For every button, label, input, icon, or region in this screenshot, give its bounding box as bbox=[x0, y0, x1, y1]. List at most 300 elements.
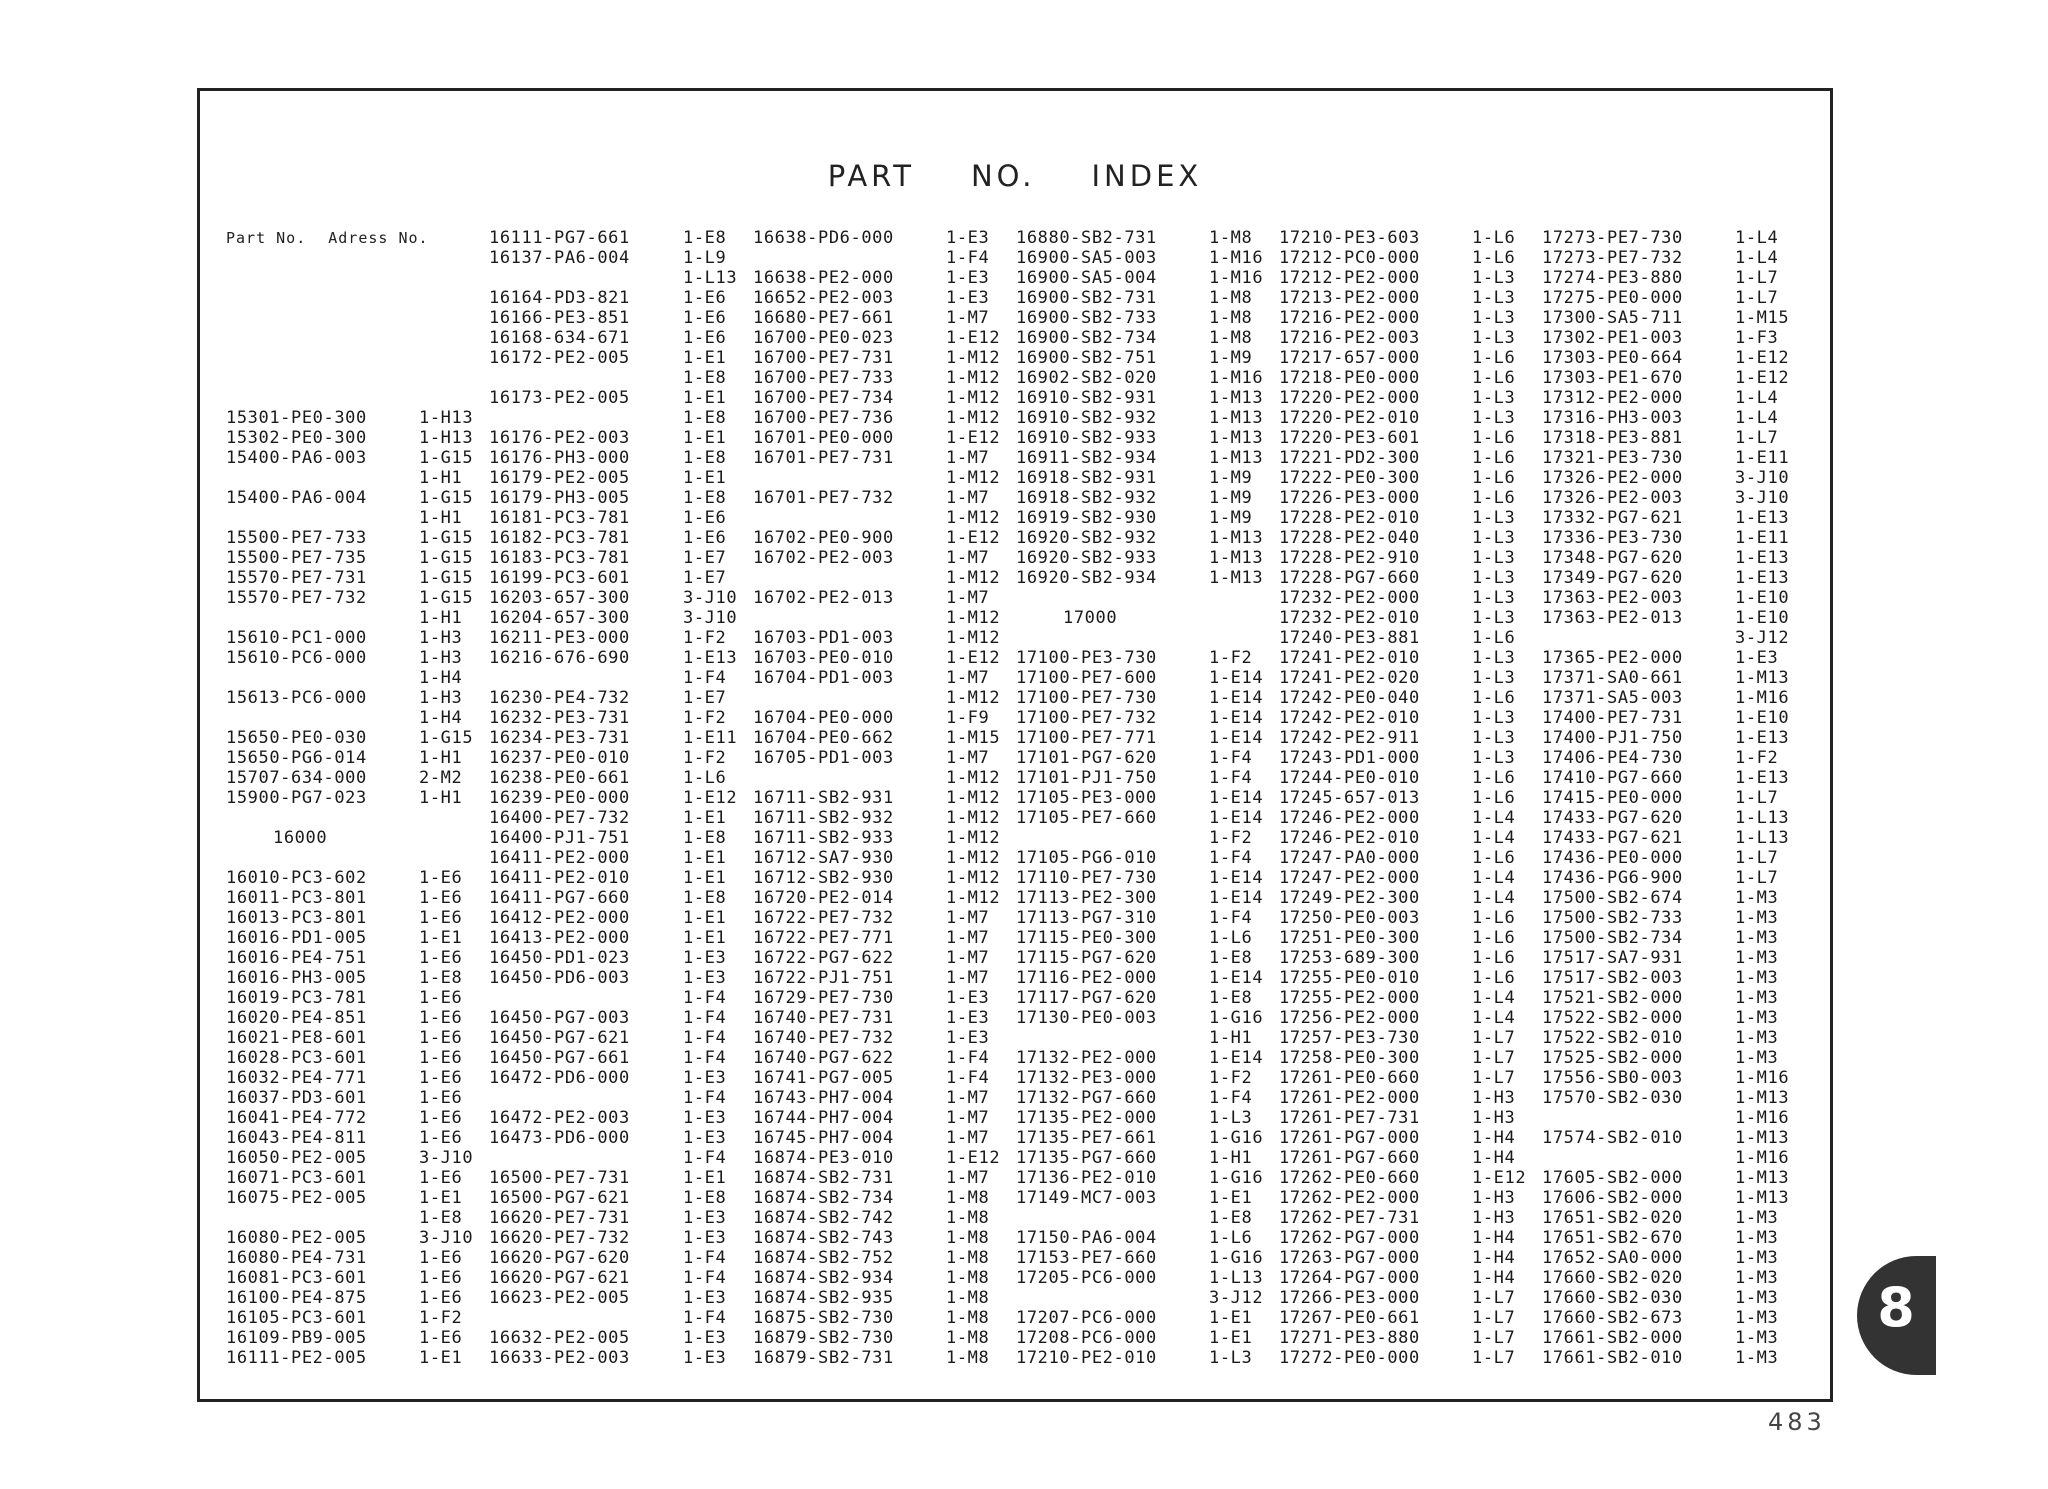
part-number: 16704-PD1-003 bbox=[753, 668, 894, 688]
part-number: 16700-PE7-736 bbox=[753, 408, 894, 428]
part-number: 16740-PE7-732 bbox=[753, 1028, 894, 1048]
address-number: 1-F4 bbox=[683, 988, 727, 1008]
address-number: 1-H1 bbox=[1209, 1028, 1253, 1048]
address-number: 1-E13 bbox=[1735, 508, 1790, 528]
part-number: 16638-PE2-000 bbox=[753, 268, 894, 288]
address-number: 1-L13 bbox=[683, 268, 738, 288]
part-number: 16702-PE2-003 bbox=[753, 548, 894, 568]
address-number: 1-E1 bbox=[419, 1348, 463, 1368]
part-number: 17246-PE2-000 bbox=[1279, 808, 1420, 828]
part-number: 16874-SB2-934 bbox=[753, 1268, 894, 1288]
address-number: 1-E7 bbox=[683, 568, 727, 588]
address-number: 1-E6 bbox=[419, 1068, 463, 1088]
address-number: 1-M7 bbox=[946, 1128, 990, 1148]
part-number: 17100-PE7-732 bbox=[1016, 708, 1157, 728]
address-number: 1-E1 bbox=[419, 928, 463, 948]
part-number: 16216-676-690 bbox=[489, 648, 630, 668]
address-number: 1-E1 bbox=[1209, 1188, 1253, 1208]
address-number: 1-M13 bbox=[1209, 568, 1264, 588]
column-header bbox=[226, 229, 429, 247]
address-number: 1-L4 bbox=[1735, 408, 1779, 428]
address-number: 1-M7 bbox=[946, 548, 990, 568]
part-number: 16700-PE7-734 bbox=[753, 388, 894, 408]
address-number: 1-M7 bbox=[946, 908, 990, 928]
part-number: 17207-PC6-000 bbox=[1016, 1308, 1157, 1328]
part-number: 17436-PG6-900 bbox=[1542, 868, 1683, 888]
address-number: 1-E1 bbox=[683, 388, 727, 408]
part-number: 16740-PG7-622 bbox=[753, 1048, 894, 1068]
part-number: 16179-PH3-005 bbox=[489, 488, 630, 508]
part-number: 17316-PH3-003 bbox=[1542, 408, 1683, 428]
part-number: 16400-PE7-732 bbox=[489, 808, 630, 828]
address-number: 1-F4 bbox=[946, 1048, 990, 1068]
address-number: 1-F4 bbox=[1209, 748, 1253, 768]
address-number: 1-L7 bbox=[1472, 1308, 1516, 1328]
address-number: 1-H4 bbox=[1472, 1148, 1516, 1168]
part-number: 17135-PG7-660 bbox=[1016, 1148, 1157, 1168]
address-number: 1-F4 bbox=[683, 1008, 727, 1028]
address-number: 1-M12 bbox=[946, 568, 1001, 588]
part-number: 16203-657-300 bbox=[489, 588, 630, 608]
part-number: 17433-PG7-620 bbox=[1542, 808, 1683, 828]
part-number: 17232-PE2-000 bbox=[1279, 588, 1420, 608]
address-number: 1-G15 bbox=[419, 588, 474, 608]
address-number: 1-M3 bbox=[1735, 1308, 1779, 1328]
part-number: 17100-PE7-771 bbox=[1016, 728, 1157, 748]
part-number: 17250-PE0-003 bbox=[1279, 908, 1420, 928]
address-number: 1-M8 bbox=[946, 1328, 990, 1348]
part-number: 17326-PE2-003 bbox=[1542, 488, 1683, 508]
address-number: 1-H1 bbox=[419, 508, 463, 528]
part-number: 17272-PE0-000 bbox=[1279, 1348, 1420, 1368]
part-number: 16712-SB2-930 bbox=[753, 868, 894, 888]
address-number: 1-L3 bbox=[1472, 508, 1516, 528]
address-number: 1-M7 bbox=[946, 308, 990, 328]
address-number: 3-J10 bbox=[683, 608, 738, 628]
part-number: 16413-PE2-000 bbox=[489, 928, 630, 948]
address-number: 1-M12 bbox=[946, 768, 1001, 788]
part-number: 16172-PE2-005 bbox=[489, 348, 630, 368]
part-number: 16472-PD6-000 bbox=[489, 1068, 630, 1088]
part-number: 17216-PE2-000 bbox=[1279, 308, 1420, 328]
part-number: 17216-PE2-003 bbox=[1279, 328, 1420, 348]
part-number: 17261-PE2-000 bbox=[1279, 1088, 1420, 1108]
address-number: 1-M16 bbox=[1209, 268, 1264, 288]
part-number: 16910-SB2-931 bbox=[1016, 388, 1157, 408]
address-number: 1-M8 bbox=[946, 1208, 990, 1228]
part-number: 16911-SB2-934 bbox=[1016, 448, 1157, 468]
address-number: 1-E3 bbox=[683, 968, 727, 988]
address-number: 1-M3 bbox=[1735, 948, 1779, 968]
address-number: 1-E6 bbox=[683, 528, 727, 548]
part-number: 17205-PC6-000 bbox=[1016, 1268, 1157, 1288]
part-number: 16472-PE2-003 bbox=[489, 1108, 630, 1128]
part-number: 16711-SB2-932 bbox=[753, 808, 894, 828]
address-number: 1-M7 bbox=[946, 588, 990, 608]
part-number: 16239-PE0-000 bbox=[489, 788, 630, 808]
part-number: 17326-PE2-000 bbox=[1542, 468, 1683, 488]
address-number: 1-M12 bbox=[946, 408, 1001, 428]
address-number: 1-M7 bbox=[946, 968, 990, 988]
part-number: 17220-PE2-010 bbox=[1279, 408, 1420, 428]
address-number: 1-L3 bbox=[1472, 528, 1516, 548]
part-number: 16620-PG7-620 bbox=[489, 1248, 630, 1268]
address-number: 1-M9 bbox=[1209, 468, 1253, 488]
address-number: 1-E8 bbox=[683, 828, 727, 848]
part-number: 16920-SB2-934 bbox=[1016, 568, 1157, 588]
address-number: 1-M7 bbox=[946, 1088, 990, 1108]
part-number: 16874-SB2-743 bbox=[753, 1228, 894, 1248]
part-number: 17273-PE7-730 bbox=[1542, 228, 1683, 248]
part-number: 17525-SB2-000 bbox=[1542, 1048, 1683, 1068]
address-number: 1-E8 bbox=[683, 408, 727, 428]
address-number: 1-H4 bbox=[1472, 1228, 1516, 1248]
part-number: 17105-PG6-010 bbox=[1016, 848, 1157, 868]
part-number: 16620-PE7-731 bbox=[489, 1208, 630, 1228]
address-number: 1-G15 bbox=[419, 448, 474, 468]
address-number: 1-F4 bbox=[683, 1308, 727, 1328]
address-number: 1-E3 bbox=[683, 948, 727, 968]
address-number: 1-M13 bbox=[1209, 388, 1264, 408]
part-number: 15301-PE0-300 bbox=[226, 408, 367, 428]
address-number: 1-L4 bbox=[1472, 1008, 1516, 1028]
part-number: 17256-PE2-000 bbox=[1279, 1008, 1420, 1028]
address-number: 1-M12 bbox=[946, 848, 1001, 868]
part-number: 15500-PE7-733 bbox=[226, 528, 367, 548]
address-number: 1-E14 bbox=[1209, 788, 1264, 808]
address-number: 1-E8 bbox=[1209, 988, 1253, 1008]
part-number: 17217-657-000 bbox=[1279, 348, 1420, 368]
part-number: 16879-SB2-731 bbox=[753, 1348, 894, 1368]
address-number: 1-M13 bbox=[1209, 528, 1264, 548]
address-number: 1-L7 bbox=[1735, 788, 1779, 808]
address-number: 1-L3 bbox=[1472, 648, 1516, 668]
part-number: 16016-PH3-005 bbox=[226, 968, 367, 988]
address-number: 1-L6 bbox=[1472, 428, 1516, 448]
part-number: 17245-657-013 bbox=[1279, 788, 1420, 808]
address-number: 1-E8 bbox=[683, 368, 727, 388]
part-number: 17570-SB2-030 bbox=[1542, 1088, 1683, 1108]
part-number: 16071-PC3-601 bbox=[226, 1168, 367, 1188]
part-number: 17242-PE2-010 bbox=[1279, 708, 1420, 728]
address-number: 1-L3 bbox=[1472, 708, 1516, 728]
part-number: 17521-SB2-000 bbox=[1542, 988, 1683, 1008]
address-number: 1-M3 bbox=[1735, 1328, 1779, 1348]
address-number: 1-E6 bbox=[419, 1048, 463, 1068]
address-number: 1-E12 bbox=[1472, 1168, 1527, 1188]
address-number: 1-M15 bbox=[946, 728, 1001, 748]
part-number: 16720-PE2-014 bbox=[753, 888, 894, 908]
part-number: 17365-PE2-000 bbox=[1542, 648, 1683, 668]
address-number: 1-L6 bbox=[1472, 628, 1516, 648]
part-number: 16910-SB2-932 bbox=[1016, 408, 1157, 428]
part-number: 17220-PE3-601 bbox=[1279, 428, 1420, 448]
part-number: 16900-SB2-734 bbox=[1016, 328, 1157, 348]
address-number: 1-L3 bbox=[1472, 608, 1516, 628]
part-number: 15570-PE7-732 bbox=[226, 588, 367, 608]
address-number: 1-M8 bbox=[1209, 288, 1253, 308]
part-number: 16032-PE4-771 bbox=[226, 1068, 367, 1088]
part-number: 17262-PE7-731 bbox=[1279, 1208, 1420, 1228]
address-number: 3-J10 bbox=[683, 588, 738, 608]
part-number: 16181-PC3-781 bbox=[489, 508, 630, 528]
address-number: 1-E6 bbox=[419, 908, 463, 928]
part-number: 16705-PD1-003 bbox=[753, 748, 894, 768]
part-number: 16652-PE2-003 bbox=[753, 288, 894, 308]
part-number: 16450-PD6-003 bbox=[489, 968, 630, 988]
part-number: 17208-PC6-000 bbox=[1016, 1328, 1157, 1348]
address-number: 1-E6 bbox=[419, 1248, 463, 1268]
address-number: 1-E8 bbox=[419, 1208, 463, 1228]
address-number: 1-L6 bbox=[1472, 968, 1516, 988]
part-number: 16623-PE2-005 bbox=[489, 1288, 630, 1308]
address-number: 1-M9 bbox=[1209, 348, 1253, 368]
part-number: 16729-PE7-730 bbox=[753, 988, 894, 1008]
part-number: 16176-PE2-003 bbox=[489, 428, 630, 448]
part-number: 16179-PE2-005 bbox=[489, 468, 630, 488]
part-number: 16722-PJ1-751 bbox=[753, 968, 894, 988]
part-number: 17321-PE3-730 bbox=[1542, 448, 1683, 468]
address-number: 1-F4 bbox=[683, 1028, 727, 1048]
part-number: 17371-SA5-003 bbox=[1542, 688, 1683, 708]
address-number: 1-E8 bbox=[683, 888, 727, 908]
part-number: 17210-PE2-010 bbox=[1016, 1348, 1157, 1368]
part-number: 16230-PE4-732 bbox=[489, 688, 630, 708]
address-number: 1-E10 bbox=[1735, 588, 1790, 608]
address-number: 1-M3 bbox=[1735, 888, 1779, 908]
address-number: 1-E1 bbox=[683, 468, 727, 488]
address-number: 1-L6 bbox=[1472, 248, 1516, 268]
part-number: 17232-PE2-010 bbox=[1279, 608, 1420, 628]
part-number: 16722-PE7-732 bbox=[753, 908, 894, 928]
part-number: 17261-PG7-660 bbox=[1279, 1148, 1420, 1168]
address-number: 1-E14 bbox=[1209, 1048, 1264, 1068]
address-number: 1-M12 bbox=[946, 868, 1001, 888]
part-number: 16400-PJ1-751 bbox=[489, 828, 630, 848]
address-number: 1-H4 bbox=[419, 708, 463, 728]
address-number: 1-L7 bbox=[1472, 1028, 1516, 1048]
part-number: 16450-PD1-023 bbox=[489, 948, 630, 968]
address-number: 1-E6 bbox=[419, 988, 463, 1008]
header-address-no: Adress No. bbox=[328, 229, 429, 247]
address-number: 1-M3 bbox=[1735, 928, 1779, 948]
address-number: 1-F4 bbox=[1209, 908, 1253, 928]
part-number: 17101-PJ1-750 bbox=[1016, 768, 1157, 788]
part-number: 16232-PE3-731 bbox=[489, 708, 630, 728]
address-number: 1-L7 bbox=[1735, 288, 1779, 308]
part-number: 16701-PE0-000 bbox=[753, 428, 894, 448]
part-number: 16500-PG7-621 bbox=[489, 1188, 630, 1208]
part-number: 16168-634-671 bbox=[489, 328, 630, 348]
address-number: 1-E6 bbox=[419, 868, 463, 888]
address-number: 1-M12 bbox=[946, 468, 1001, 488]
address-number: 3-J10 bbox=[1735, 488, 1790, 508]
address-number: 1-E12 bbox=[946, 648, 1001, 668]
part-number: 17318-PE3-881 bbox=[1542, 428, 1683, 448]
address-number: 1-H3 bbox=[1472, 1108, 1516, 1128]
part-number: 17258-PE0-300 bbox=[1279, 1048, 1420, 1068]
address-number: 1-M8 bbox=[946, 1288, 990, 1308]
address-number: 1-M3 bbox=[1735, 968, 1779, 988]
address-number: 1-E8 bbox=[683, 228, 727, 248]
address-number: 1-M12 bbox=[946, 388, 1001, 408]
address-number: 1-L6 bbox=[1472, 368, 1516, 388]
address-number: 1-G16 bbox=[1209, 1008, 1264, 1028]
part-number: 16450-PG7-661 bbox=[489, 1048, 630, 1068]
address-number: 1-E7 bbox=[683, 688, 727, 708]
address-number: 1-M13 bbox=[1735, 668, 1790, 688]
part-number: 16013-PC3-801 bbox=[226, 908, 367, 928]
address-number: 1-L6 bbox=[1209, 928, 1253, 948]
part-number: 17267-PE0-661 bbox=[1279, 1308, 1420, 1328]
part-number: 16701-PE7-732 bbox=[753, 488, 894, 508]
part-number: 17302-PE1-003 bbox=[1542, 328, 1683, 348]
part-number: 15613-PC6-000 bbox=[226, 688, 367, 708]
address-number: 1-G15 bbox=[419, 528, 474, 548]
address-number: 1-L6 bbox=[1472, 908, 1516, 928]
part-number: 17660-SB2-020 bbox=[1542, 1268, 1683, 1288]
address-number: 1-E8 bbox=[1209, 948, 1253, 968]
address-number: 1-H3 bbox=[419, 648, 463, 668]
address-number: 1-M16 bbox=[1735, 688, 1790, 708]
part-number: 17273-PE7-732 bbox=[1542, 248, 1683, 268]
part-number: 16137-PA6-004 bbox=[489, 248, 630, 268]
part-number: 16712-SA7-930 bbox=[753, 848, 894, 868]
address-number: 1-F2 bbox=[683, 628, 727, 648]
address-number: 1-L3 bbox=[1472, 328, 1516, 348]
part-number: 17261-PG7-000 bbox=[1279, 1128, 1420, 1148]
address-number: 1-F2 bbox=[419, 1308, 463, 1328]
address-number: 1-M8 bbox=[946, 1188, 990, 1208]
part-number: 17116-PE2-000 bbox=[1016, 968, 1157, 988]
address-number: 1-E1 bbox=[683, 848, 727, 868]
address-number: 1-M12 bbox=[946, 348, 1001, 368]
address-number: 1-L4 bbox=[1472, 888, 1516, 908]
part-number: 17218-PE0-000 bbox=[1279, 368, 1420, 388]
part-number: 15650-PE0-030 bbox=[226, 728, 367, 748]
address-number: 1-H4 bbox=[1472, 1248, 1516, 1268]
address-number: 1-M13 bbox=[1735, 1188, 1790, 1208]
address-number: 1-M12 bbox=[946, 368, 1001, 388]
part-number: 17262-PE2-000 bbox=[1279, 1188, 1420, 1208]
address-number: 3-J10 bbox=[419, 1148, 474, 1168]
address-number: 1-L7 bbox=[1735, 848, 1779, 868]
part-number: 16703-PD1-003 bbox=[753, 628, 894, 648]
address-number: 1-H4 bbox=[1472, 1128, 1516, 1148]
part-number: 17406-PE4-730 bbox=[1542, 748, 1683, 768]
address-number: 1-L4 bbox=[1735, 228, 1779, 248]
address-number: 1-E10 bbox=[1735, 708, 1790, 728]
part-number: 17132-PG7-660 bbox=[1016, 1088, 1157, 1108]
address-number: 1-M13 bbox=[1209, 448, 1264, 468]
part-number: 16700-PE7-733 bbox=[753, 368, 894, 388]
part-number: 16900-SA5-004 bbox=[1016, 268, 1157, 288]
address-number: 1-L9 bbox=[683, 248, 727, 268]
part-number: 17100-PE3-730 bbox=[1016, 648, 1157, 668]
address-number: 1-E3 bbox=[946, 288, 990, 308]
part-number: 17522-SB2-000 bbox=[1542, 1008, 1683, 1028]
address-number: 1-H1 bbox=[419, 608, 463, 628]
address-number: 1-H3 bbox=[1472, 1208, 1516, 1228]
address-number: 1-M3 bbox=[1735, 1028, 1779, 1048]
address-number: 1-E6 bbox=[419, 1128, 463, 1148]
part-number: 16701-PE7-731 bbox=[753, 448, 894, 468]
address-number: 1-E3 bbox=[946, 268, 990, 288]
address-number: 1-E6 bbox=[419, 888, 463, 908]
address-number: 1-M7 bbox=[946, 1168, 990, 1188]
part-number: 17253-689-300 bbox=[1279, 948, 1420, 968]
address-number: 1-H3 bbox=[419, 628, 463, 648]
part-number: 16100-PE4-875 bbox=[226, 1288, 367, 1308]
part-number: 17652-SA0-000 bbox=[1542, 1248, 1683, 1268]
part-number: 16021-PE8-601 bbox=[226, 1028, 367, 1048]
address-number: 1-F4 bbox=[1209, 768, 1253, 788]
part-number: 16874-SB2-734 bbox=[753, 1188, 894, 1208]
address-number: 1-F9 bbox=[946, 708, 990, 728]
address-number: 1-F2 bbox=[683, 708, 727, 728]
address-number: 1-M13 bbox=[1209, 408, 1264, 428]
part-number: 16875-SB2-730 bbox=[753, 1308, 894, 1328]
part-number: 17115-PG7-620 bbox=[1016, 948, 1157, 968]
part-number: 16910-SB2-933 bbox=[1016, 428, 1157, 448]
part-number: 17264-PG7-000 bbox=[1279, 1268, 1420, 1288]
part-number: 16700-PE7-731 bbox=[753, 348, 894, 368]
address-number: 1-L7 bbox=[1735, 428, 1779, 448]
address-number: 1-E1 bbox=[419, 1188, 463, 1208]
part-number: 17220-PE2-000 bbox=[1279, 388, 1420, 408]
address-number: 1-E8 bbox=[683, 1188, 727, 1208]
part-number: 16722-PE7-771 bbox=[753, 928, 894, 948]
address-number: 1-E13 bbox=[1735, 728, 1790, 748]
part-number: 16473-PD6-000 bbox=[489, 1128, 630, 1148]
part-number: 17349-PG7-620 bbox=[1542, 568, 1683, 588]
part-number: 16702-PE0-900 bbox=[753, 528, 894, 548]
address-number: 1-L6 bbox=[1209, 1228, 1253, 1248]
part-number: 16900-SB2-751 bbox=[1016, 348, 1157, 368]
part-number: 16412-PE2-000 bbox=[489, 908, 630, 928]
address-number: 1-L3 bbox=[1472, 728, 1516, 748]
address-number: 1-G16 bbox=[1209, 1168, 1264, 1188]
part-number: 17400-PE7-731 bbox=[1542, 708, 1683, 728]
part-number: 17135-PE2-000 bbox=[1016, 1108, 1157, 1128]
address-number: 1-E6 bbox=[419, 1108, 463, 1128]
part-number: 16902-SB2-020 bbox=[1016, 368, 1157, 388]
part-number: 16238-PE0-661 bbox=[489, 768, 630, 788]
address-number: 1-L6 bbox=[1472, 468, 1516, 488]
part-number: 16900-SB2-733 bbox=[1016, 308, 1157, 328]
part-number: 17242-PE0-040 bbox=[1279, 688, 1420, 708]
address-number: 1-L3 bbox=[1209, 1108, 1253, 1128]
address-number: 1-G15 bbox=[419, 568, 474, 588]
address-number: 1-M12 bbox=[946, 628, 1001, 648]
part-number: 16900-SB2-731 bbox=[1016, 288, 1157, 308]
part-number: 16918-SB2-932 bbox=[1016, 488, 1157, 508]
address-number: 1-G16 bbox=[1209, 1128, 1264, 1148]
address-number: 1-E3 bbox=[946, 228, 990, 248]
address-number: 1-F2 bbox=[1209, 1068, 1253, 1088]
part-number: 16199-PC3-601 bbox=[489, 568, 630, 588]
address-number: 1-M12 bbox=[946, 788, 1001, 808]
address-number: 1-L4 bbox=[1735, 388, 1779, 408]
part-number: 17247-PE2-000 bbox=[1279, 868, 1420, 888]
part-number: 16703-PE0-010 bbox=[753, 648, 894, 668]
part-number: 16176-PH3-000 bbox=[489, 448, 630, 468]
address-number: 1-F4 bbox=[683, 1248, 727, 1268]
part-number: 17213-PE2-000 bbox=[1279, 288, 1420, 308]
address-number: 1-L7 bbox=[1735, 268, 1779, 288]
part-number: 17436-PE0-000 bbox=[1542, 848, 1683, 868]
part-number: 17249-PE2-300 bbox=[1279, 888, 1420, 908]
